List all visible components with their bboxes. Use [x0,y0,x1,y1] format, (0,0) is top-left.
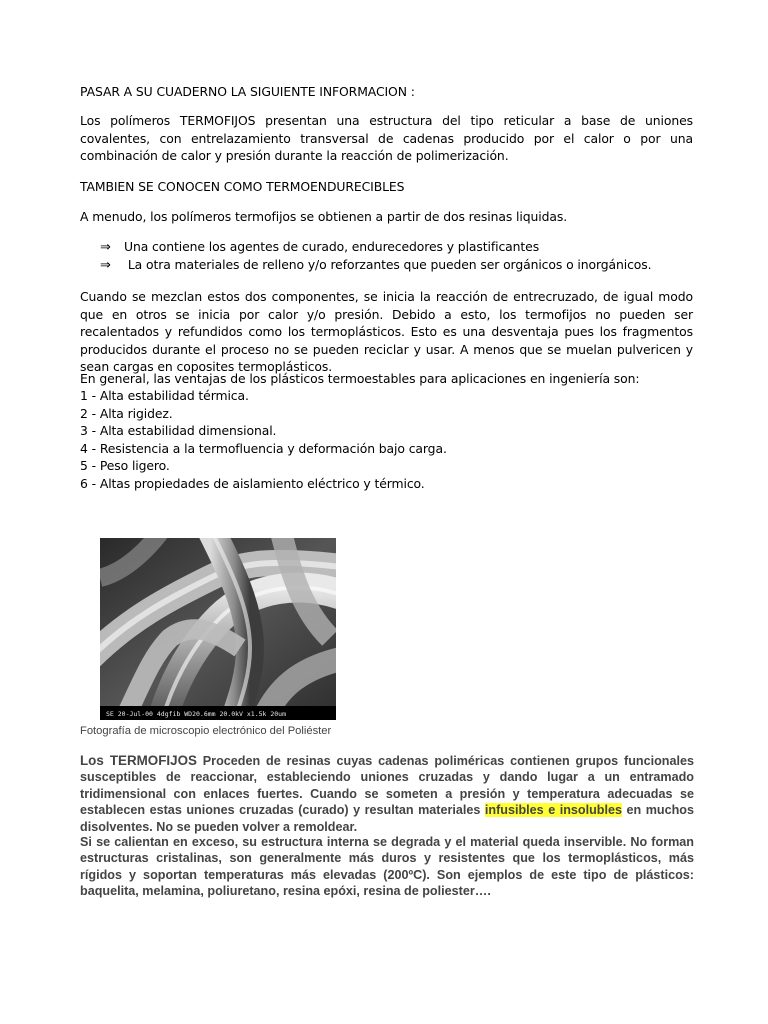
arrow-right-icon: ⇒ [100,240,111,255]
resins-intro: A menudo, los polímeros termofijos se obtienen a partir de dos resinas liquidas. [80,209,568,224]
advantage-item: 3 - Alta estabilidad dimensional. [80,423,277,438]
list-item [100,238,539,256]
list-item [100,256,651,274]
sem-micrograph-image [100,538,336,720]
advantage-item: 4 - Resistencia a la termofluencia y deformación bajo carga. [80,440,447,456]
paragraph-text: Proceden de resinas cuyas cadenas poliméricas contienen grupos funcionales susceptibles de reaccionar, estableciendo uniones cruzadas y dando lugar a un entramado tridimensional con enlaces fuertes. Cuando se someten a presión y temperatura adecuadas se establecen estas uniones cruzadas (curado) y resultan materiales [80,754,694,818]
page-heading: PASAR A SU CUADERNO LA SIGUIENTE INFORMACION : [80,84,415,99]
list-item-text: Una contiene los agentes de curado, endurecedores y plastificantes [124,239,540,254]
list-item-text: La otra materiales de relleno y/o reforzantes que pueden ser orgánicos o inorgánicos. [124,257,652,272]
intro-paragraph: Los polímeros TERMOFIJOS presentan una estructura del tipo reticular a base de uniones covalentes, con entrelazamiento transversal de cadenas producido por el calor o por una combinación de calor y presión durante la reacción de polimerización. [80,113,693,164]
advantage-item: 5 - Peso ligero. [80,458,170,473]
mixing-paragraph: Cuando se mezclan estos dos componentes, se inicia la reacción de entrecruzado, de igual modo que en otros se inicia por calor y/o presión. Debido a esto, los termofijos no pueden ser recalentados y refundidos como los termoplásticos. Esto es una desventaja pues los fragmentos producidos durante el proceso no se pueden reciclar y usar. A menos que se muelan pulvericen y sean cargas en coposites termoplásticos. [80,289,693,375]
advantage-item: 2 - Alta rigidez. [80,405,173,421]
advantage-item: 1 - Alta estabilidad térmica. [80,388,249,403]
also-known-heading: TAMBIEN SE CONOCEN COMO TERMOENDURECIBLES [80,179,405,194]
properties-paragraph: Si se calientan en exceso, su estructura interna se degrada y el material queda inservible. No forman estructuras cristalinas, son generalmente más duros y resistentes que los termoplásticos, más rígidos y soportan temperaturas más elevadas (200ºC). Son ejemplos de este tipo de plásticos: baquelita, melamina, poliuretano, resina epóxi, resina de poliester…. [80,835,694,899]
image-caption: Fotografía de microscopio electrónico del Poliéster [80,725,332,737]
advantage-item: 6 - Altas propiedades de aislamiento eléctrico y térmico. [80,475,425,491]
termofijos-paragraph [80,753,694,835]
arrow-right-icon: ⇒ [100,258,111,273]
paragraph-lead: Los TERMOFIJOS [80,753,197,768]
advantages-intro: En general, las ventajas de los plásticos termoestables para aplicaciones en ingeniería son: [80,371,640,386]
paragraph-tail: en muchos disolventes. No se pueden volver a remoldear. [80,803,694,834]
highlighted-text: infusibles e insolubles [484,803,622,818]
micrograph-databar: SE 20-Jul-00 4dgfib WD20.6mm 20.0kV x1.5k 20um [106,710,287,718]
